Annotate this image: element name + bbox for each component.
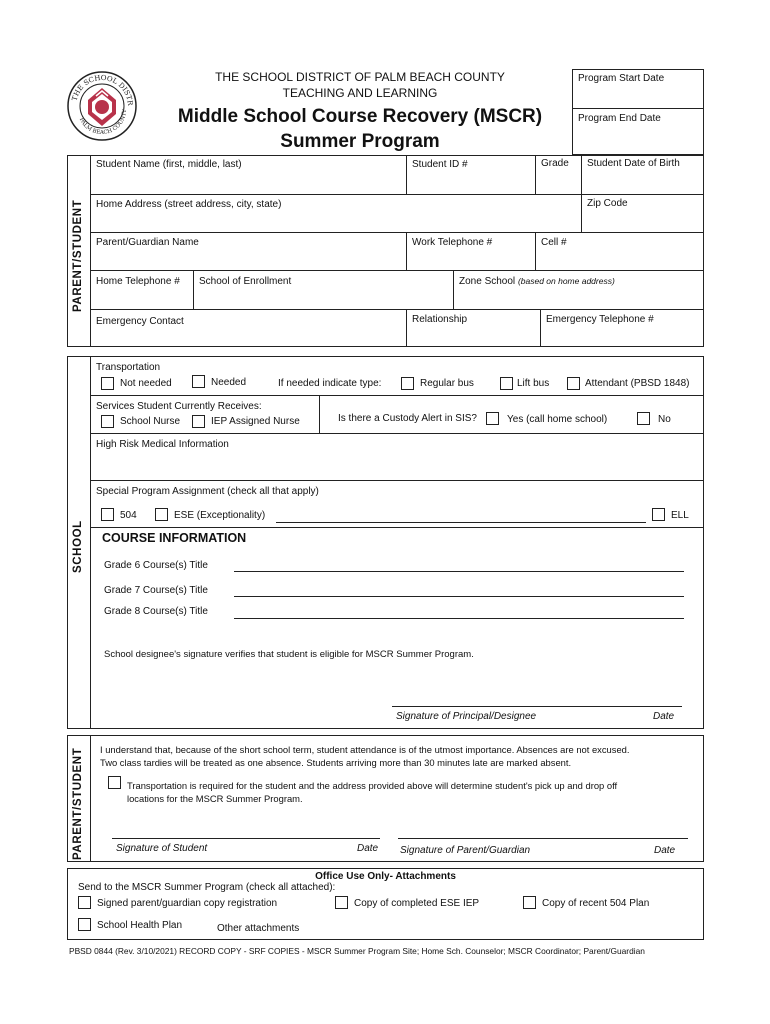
services-label: Services Student Currently Receives: bbox=[96, 401, 262, 412]
grade6-course-label: Grade 6 Course(s) Title bbox=[104, 560, 208, 571]
agreement-side-label: PARENT/STUDENT bbox=[72, 747, 84, 860]
ese-label: ESE (Exceptionality) bbox=[174, 510, 266, 521]
transportation-label: Transportation bbox=[96, 362, 161, 373]
signed-copy-checkbox[interactable] bbox=[78, 896, 91, 909]
home-telephone-field[interactable]: Home Telephone # bbox=[96, 276, 180, 287]
department-name: TEACHING AND LEARNING bbox=[282, 86, 438, 100]
other-attachments-label: Other attachments bbox=[217, 923, 300, 934]
recent-504-label: Copy of recent 504 Plan bbox=[542, 898, 650, 909]
special-program-label: Special Program Assignment (check all that apply) bbox=[96, 486, 319, 497]
ese-checkbox[interactable] bbox=[155, 508, 168, 521]
custody-no-checkbox[interactable] bbox=[637, 412, 650, 425]
health-plan-checkbox[interactable] bbox=[78, 918, 91, 931]
zone-school-note: (based on home address) bbox=[517, 276, 615, 286]
grade7-course-label: Grade 7 Course(s) Title bbox=[104, 585, 208, 596]
student-id-field[interactable]: Student ID # bbox=[412, 159, 468, 170]
grade6-course-line[interactable] bbox=[234, 571, 684, 572]
not-needed-checkbox[interactable] bbox=[101, 377, 114, 390]
transport-agreement-checkbox[interactable] bbox=[108, 776, 121, 789]
attendant-label: Attendant (PBSD 1848) bbox=[585, 378, 690, 389]
course-information-heading: COURSE INFORMATION bbox=[102, 531, 247, 545]
zip-code-field[interactable]: Zip Code bbox=[587, 198, 628, 209]
emergency-telephone-field[interactable]: Emergency Telephone # bbox=[546, 314, 654, 325]
student-signature-label: Signature of Student bbox=[116, 843, 208, 854]
student-signature-line[interactable] bbox=[112, 838, 380, 839]
504-checkbox[interactable] bbox=[101, 508, 114, 521]
grade8-course-label: Grade 8 Course(s) Title bbox=[104, 606, 208, 617]
guardian-date-label: Date bbox=[654, 845, 676, 856]
signed-copy-label: Signed parent/guardian copy registration bbox=[97, 898, 278, 909]
grade7-course-line[interactable] bbox=[234, 596, 684, 597]
designee-note: School designee's signature verifies that student is eligible for MSCR Summer Program. bbox=[104, 649, 474, 660]
attendance-policy-line2: Two class tardies will be treated as one absence. Students arriving more than 30 minutes late are marked absent. bbox=[100, 757, 572, 768]
school-of-enrollment-field[interactable]: School of Enrollment bbox=[199, 276, 292, 287]
send-to-label: Send to the MSCR Summer Program (check all attached): bbox=[78, 882, 336, 893]
date-of-birth-field[interactable]: Student Date of Birth bbox=[587, 158, 680, 169]
district-logo bbox=[66, 70, 138, 142]
recent-504-checkbox[interactable] bbox=[523, 896, 536, 909]
custody-yes-checkbox[interactable] bbox=[486, 412, 499, 425]
needed-label: Needed bbox=[211, 377, 247, 388]
ese-iep-checkbox[interactable] bbox=[335, 896, 348, 909]
if-needed-label: If needed indicate type: bbox=[278, 378, 382, 389]
regular-bus-label: Regular bus bbox=[420, 378, 474, 389]
home-address-field[interactable]: Home Address (street address, city, state) bbox=[96, 199, 282, 210]
form-title-line1: Middle School Course Recovery (MSCR) bbox=[177, 106, 543, 127]
lift-bus-label: Lift bus bbox=[517, 378, 550, 389]
iep-nurse-checkbox[interactable] bbox=[192, 415, 205, 428]
footer-text: PBSD 0844 (Rev. 3/10/2021) RECORD COPY - SRF COPIES - MSCR Summer Program Site; Home Sch. Counselor; MSCR Coordinator; Parent/Guardian bbox=[69, 946, 645, 956]
regular-bus-checkbox[interactable] bbox=[401, 377, 414, 390]
office-use-title: Office Use Only- Attachments bbox=[315, 871, 456, 882]
principal-date-label: Date bbox=[653, 711, 675, 722]
form-title-line2: Summer Program bbox=[280, 131, 440, 152]
work-telephone-field[interactable]: Work Telephone # bbox=[412, 237, 493, 248]
school-nurse-checkbox[interactable] bbox=[101, 415, 114, 428]
high-risk-medical-field[interactable]: High Risk Medical Information bbox=[96, 439, 229, 450]
ell-checkbox[interactable] bbox=[652, 508, 665, 521]
grade-field[interactable]: Grade bbox=[541, 158, 569, 169]
school-side-label: SCHOOL bbox=[72, 520, 84, 573]
needed-checkbox[interactable] bbox=[192, 375, 205, 388]
attendant-checkbox[interactable] bbox=[567, 377, 580, 390]
custody-no-label: No bbox=[658, 414, 671, 425]
attendance-policy-line1: I understand that, because of the short school term, student attendance is of the utmost importance. Absences are not excused. bbox=[100, 744, 630, 755]
svg-text:THE SCHOOL DISTRICT: THE SCHOOL DISTR bbox=[70, 73, 135, 106]
ese-iep-label: Copy of completed ESE IEP bbox=[354, 898, 480, 909]
transport-agreement-line1: Transportation is required for the student and the address provided above will determine student's pick up and drop off bbox=[127, 780, 618, 791]
zone-school-field[interactable] bbox=[459, 276, 615, 287]
cell-field[interactable]: Cell # bbox=[541, 237, 567, 248]
504-label: 504 bbox=[120, 510, 137, 521]
district-name: THE SCHOOL DISTRICT OF PALM BEACH COUNTY bbox=[215, 70, 505, 84]
transport-agreement-line2: locations for the MSCR Summer Program. bbox=[127, 793, 303, 804]
parent-student-side-label: PARENT/STUDENT bbox=[72, 199, 84, 312]
principal-signature-line[interactable] bbox=[392, 706, 682, 707]
lift-bus-checkbox[interactable] bbox=[500, 377, 513, 390]
guardian-name-field[interactable]: Parent/Guardian Name bbox=[96, 237, 199, 248]
ese-exceptionality-line[interactable] bbox=[276, 522, 646, 523]
grade8-course-line[interactable] bbox=[234, 618, 684, 619]
custody-yes-label: Yes (call home school) bbox=[507, 414, 608, 425]
relationship-field[interactable]: Relationship bbox=[412, 314, 468, 325]
zone-school-label: Zone School bbox=[459, 276, 516, 287]
health-plan-label: School Health Plan bbox=[97, 920, 183, 931]
not-needed-label: Not needed bbox=[120, 378, 172, 389]
guardian-signature-line[interactable] bbox=[398, 838, 688, 839]
custody-alert-label: Is there a Custody Alert in SIS? bbox=[338, 413, 477, 424]
student-name-field[interactable]: Student Name (first, middle, last) bbox=[96, 159, 242, 170]
svg-text:PALM BEACH COUNTY: PALM BEACH COUNTY bbox=[77, 109, 129, 137]
emergency-contact-field[interactable]: Emergency Contact bbox=[96, 316, 184, 327]
student-date-label: Date bbox=[357, 843, 379, 854]
program-start-date-field[interactable]: Program Start Date bbox=[578, 73, 665, 84]
program-end-date-field[interactable]: Program End Date bbox=[578, 113, 661, 124]
iep-nurse-label: IEP Assigned Nurse bbox=[211, 416, 300, 427]
ell-label: ELL bbox=[671, 510, 689, 521]
principal-signature-label: Signature of Principal/Designee bbox=[396, 711, 537, 722]
school-nurse-label: School Nurse bbox=[120, 416, 181, 427]
guardian-signature-label: Signature of Parent/Guardian bbox=[400, 845, 531, 856]
